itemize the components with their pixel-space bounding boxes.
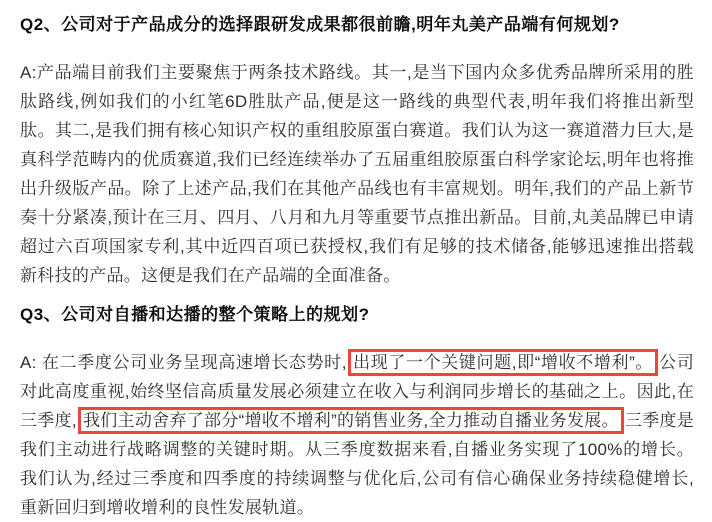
text-line	[20, 87, 694, 116]
text-line	[20, 232, 694, 261]
text-line	[20, 435, 694, 464]
text-segment: 我们主动进行战略调整的关键时期。从三季度数据来看,自播业务实现了100%的增长。	[20, 440, 694, 459]
text-segment: 重新回归到增收增利的良性发展轨道。	[20, 498, 315, 517]
text-segment: 新科技的产品。这便是我们在产品端的全面准备。	[20, 266, 401, 285]
text-line	[20, 203, 694, 232]
text-line	[20, 145, 694, 174]
text-segment: 三季度是	[624, 411, 695, 430]
text-segment: 出升级版产品。除了上述产品,我们在其他产品线也有丰富规划。明年,我们的产品上新节	[20, 179, 694, 198]
text-line	[20, 406, 694, 435]
text-segment: 真科学范畴内的优质赛道,我们已经连续举办了五届重组胶原蛋白科学家论坛,明年也将推	[20, 150, 694, 169]
text-line	[20, 174, 694, 203]
text-segment: 奏十分紧凑,预计在三月、四月、八月和九月等重要节点推出新品。目前,丸美品牌已申请	[20, 208, 694, 227]
text-line	[20, 493, 694, 522]
text-line	[20, 377, 694, 406]
text-segment: 肽路线,例如我们的小红笔6D胜肽产品,便是这一路线的典型代表,明年我们将推出新型	[20, 92, 694, 111]
text-segment: 肽。其二,是我们拥有核心知识产权的重组胶原蛋白赛道。我们认为这一赛道潜力巨大,是	[20, 121, 694, 140]
text-segment: 我们认为,经过三季度和四季度的持续调整与优化后,公司有信心确保业务持续稳健增长,	[20, 469, 694, 488]
text-line	[20, 261, 694, 290]
text-segment: A: 在二季度公司业务呈现高速增长态势时,	[20, 353, 347, 372]
text-line	[20, 348, 694, 377]
q3-answer-paragraph	[20, 348, 694, 522]
text-line	[20, 464, 694, 493]
text-segment: 超过六百项国家专利,其中近四百项已获授权,我们有足够的技术储备,能够迅速推出搭载	[20, 237, 694, 256]
text-segment: A:产品端目前我们主要聚焦于两条技术路线。其一,是当下国内众多优秀品牌所采用的胜	[20, 63, 694, 82]
highlight-box: 出现了一个关键问题,即“增收不增利”。	[348, 349, 658, 376]
text-line	[20, 116, 694, 145]
highlight-box: 我们主动舍弃了部分“增收不增利”的销售业务,全力推动自播业务发展。	[78, 407, 624, 434]
text-segment: 对此高度重视,始终坚信高质量发展必须建立在收入与利润同步增长的基础之上。因此,在	[20, 382, 694, 401]
question-q3-heading: Q3、公司对自播和达播的整个策略上的规划?	[20, 305, 370, 324]
text-line	[20, 58, 694, 87]
text-segment: 三季度,	[20, 411, 77, 430]
q2-answer-paragraph	[20, 58, 694, 290]
question-q2-heading: Q2、公司对于产品成分的选择跟研发成果都很前瞻,明年丸美产品端有何规划?	[20, 15, 620, 34]
text-segment: 公司	[659, 353, 694, 372]
